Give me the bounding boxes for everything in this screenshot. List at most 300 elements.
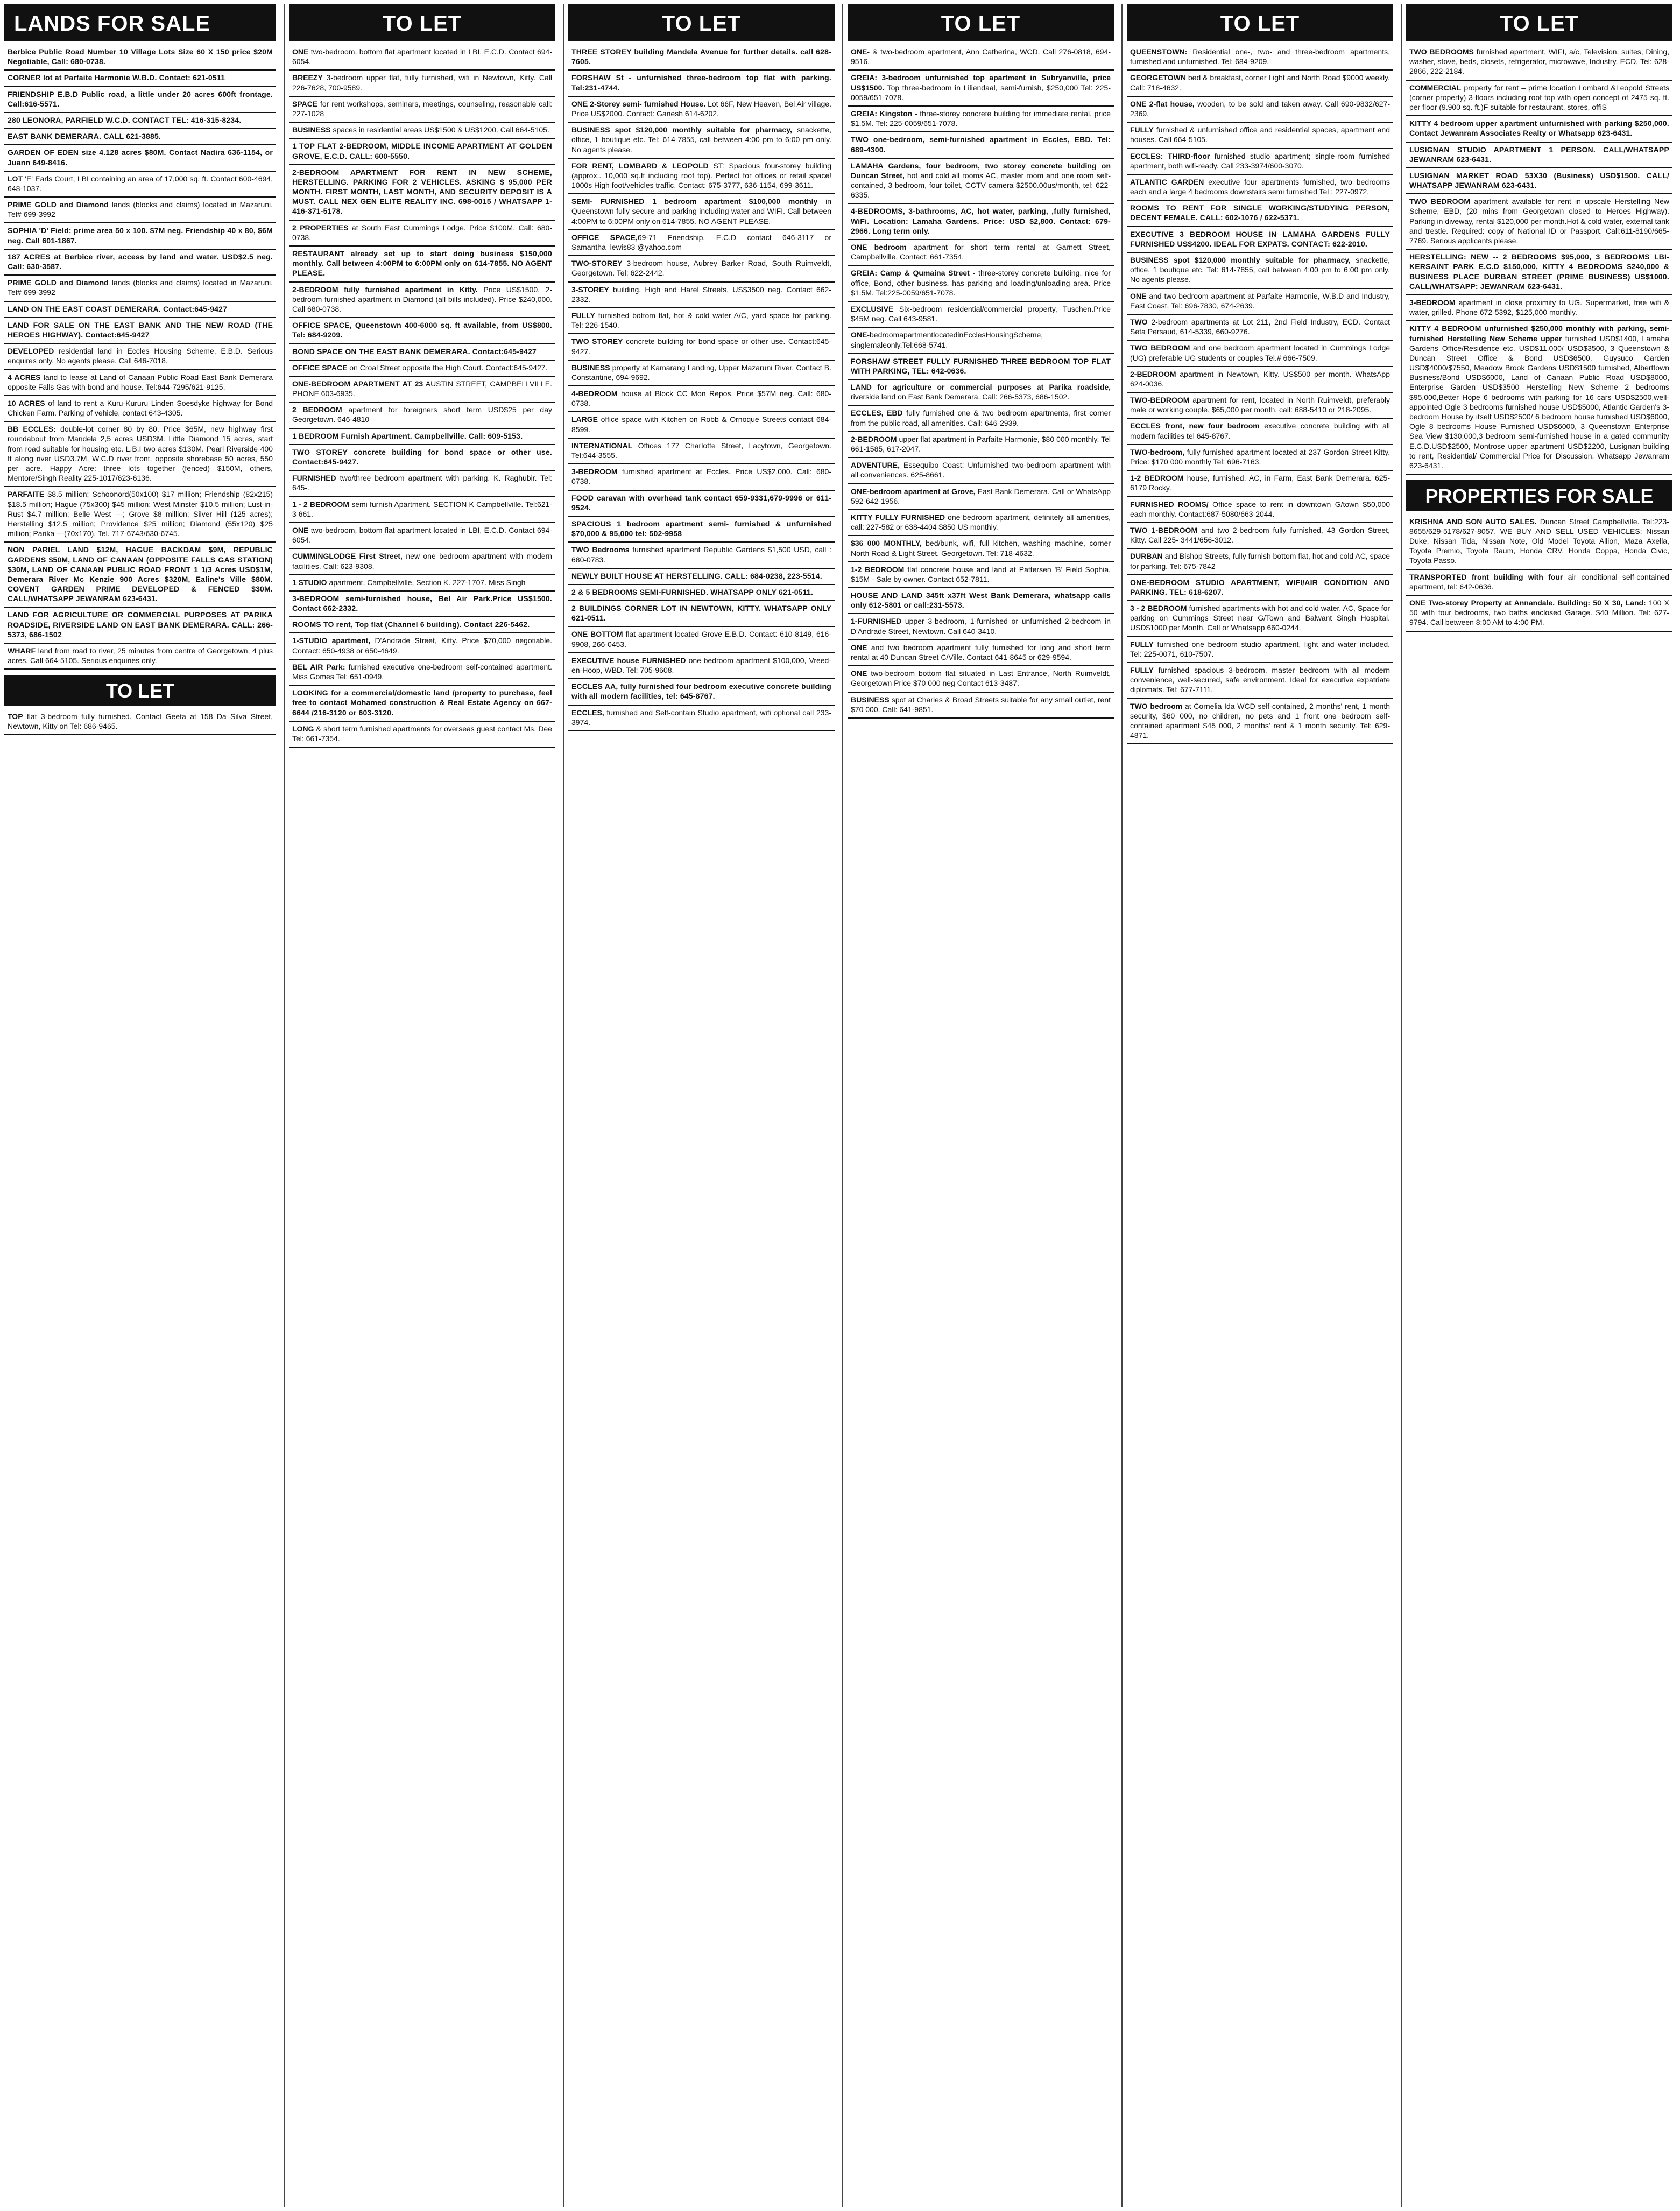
- classified-ad: [4, 644, 276, 670]
- ad-text: furnished executive one-bedroom self-contained apartment. Miss Gomes Tel: 651-0949.: [292, 662, 552, 681]
- classified-ad: [568, 464, 835, 490]
- ad-lead: ONE Two-storey Property at Annandale. Building: 50 X 30, Land:: [1409, 598, 1646, 608]
- ad-text: furnished apartment at Eccles. Price US$2,000. Call: 680-0738.: [571, 467, 831, 486]
- ad-lead: $36 000 MONTHLY,: [851, 539, 922, 548]
- ad-text: Office space to rent in downtown G/town $50,000 each monthly. Contact:687-5080/663-2044.: [1130, 499, 1390, 518]
- classified-ad: [568, 653, 835, 679]
- ad-text: Residential one-, two- and three-bedroom apartments, furnished and unfurnished. Tel: 684-9209.: [1130, 47, 1390, 66]
- ad-lead: SEMI- FURNISHED 1 bedroom apartment $100,000 monthly: [571, 197, 818, 206]
- ad-text: FOOD caravan with overhead tank contact 659-9331,679-9996 or 611-9524.: [571, 493, 831, 512]
- classified-ad: [568, 283, 835, 308]
- classified-ad: [1127, 637, 1393, 663]
- section-header: LANDS FOR SALE: [4, 4, 276, 41]
- ad-text: Top three-bedroom in Liliendaal, semi-furnish, $250,000 Tel: 225-0059/651-7078.: [851, 83, 1111, 102]
- classified-ad: [848, 536, 1114, 562]
- classified-ad: [568, 543, 835, 568]
- classified-ad: [1406, 168, 1672, 194]
- ad-list: [4, 45, 276, 2207]
- ad-lead: GREIA: 3-bedroom unfurnished top apartment in Subryanville, price US$1500.: [851, 73, 1111, 92]
- ad-text: furnished one bedroom studio apartment, light and water included. Tel: 225-0071, 610-7507.: [1130, 639, 1390, 658]
- ad-lead: 3-BEDROOM: [1409, 298, 1456, 307]
- ad-lead: 1 - 2 BEDROOM: [292, 499, 349, 509]
- ad-text: AUSTIN STREET, CAMPBELLVILLE. PHONE 603-6935.: [292, 379, 553, 398]
- ad-text: and two 2-bedroom fully furnished, 43 Gordon Street, Kitty. Call 225- 3441/656-3012.: [1130, 525, 1390, 545]
- ad-text: flat 3-bedroom fully furnished. Contact Geeta at 158 Da Silva Street, Newtown, Kitty on Tel: 686-9465.: [8, 712, 273, 731]
- ad-lead: 2-BEDROOM: [851, 434, 897, 443]
- classified-ad: [848, 484, 1114, 510]
- ad-lead: BUSINESS: [292, 125, 331, 135]
- classified-ad: [4, 250, 276, 276]
- classified-ad: [1127, 123, 1393, 149]
- ad-text: 2 & 5 BEDROOMS SEMI-FURNISHED. WHATSAPP ONLY 621-0511.: [571, 587, 814, 596]
- ad-text: East Bank Demerara. Call or WhatsApp 592-642-1956.: [851, 487, 1111, 505]
- ad-text: upper flat apartment in Parfaite Harmonie, $80 000 monthly. Tel 661-1585, 617-2047.: [851, 434, 1111, 453]
- ad-text: 69-71 Friendship, E.C.D contact 646-3117 or Samantha_lewis83 @yahoo.com: [571, 233, 831, 251]
- classified-ad: [289, 445, 555, 471]
- ad-text: executive four apartments furnished, two bedrooms each and a large 4 bedrooms downstairs semi furnished Tel : 227-0972.: [1130, 177, 1390, 196]
- ad-lead: OFFICE SPACE: [292, 363, 348, 372]
- classified-ad: [289, 497, 555, 523]
- ad-lead: FOR RENT, LOMBARD & LEOPOLD: [571, 161, 709, 170]
- classified-ad: [568, 230, 835, 256]
- ad-lead: ONE 2-flat house,: [1130, 99, 1195, 108]
- classified-ad: [4, 276, 276, 301]
- classified-ad: [848, 71, 1114, 107]
- classified-ad: [4, 396, 276, 422]
- ad-text: Lot 66F, New Heaven, Bel Air village. Price US$2000. Contact: Ganesh 614-6202.: [571, 99, 831, 118]
- ad-lead: TWO-STOREY: [571, 259, 623, 268]
- classified-ad: [568, 159, 835, 195]
- classified-ad: [848, 266, 1114, 302]
- ad-text: spaces in residential areas US$1500 & US$1200. Call 664-5105.: [330, 125, 549, 135]
- classified-ad: [568, 194, 835, 230]
- ad-text: THREE STOREY building Mandela Avenue for further details. call 628-7605.: [571, 47, 831, 66]
- classified-ad: [1406, 194, 1672, 250]
- ad-text: OFFICE SPACE, Queenstown 400-6000 sq. ft available, from US$800. Tel: 684-9209.: [292, 321, 552, 340]
- column-6: [1401, 4, 1672, 2207]
- ad-lead: 2 PROPERTIES: [292, 223, 349, 232]
- ad-lead: PARFAITE: [8, 490, 45, 499]
- ad-text: furnished apartment, WIFI, a/c, Television, suites, Dining, washer, stove, beds, closets, refrigerator, microwave, Industry, ECD, Tel: 628-2866, 222-2184.: [1409, 47, 1669, 76]
- ad-text: upper 3-bedroom, 1-furnished or unfurnished 2-bedroom in D'Andrade Street, Newtown. Call 640-3410.: [851, 617, 1111, 636]
- ad-text: on Croal Street opposite the High Court. Contact:645-9427.: [347, 363, 548, 372]
- ad-text: LUSIGNAN STUDIO APARTMENT 1 PERSON. CALL/WHATSAPP JEWANRAM 623-6431.: [1409, 145, 1669, 164]
- classified-ad: [289, 660, 555, 686]
- ad-lead: TOP: [8, 712, 23, 721]
- classified-ad: [289, 97, 555, 123]
- ad-text: one-bedroom apartment $100,000, Vreed-en-Hoop, WBD. Tel: 705-9608.: [571, 656, 831, 674]
- ad-text: Berbice Public Road Number 10 Village Lots Size 60 X 150 price $20M Negotiable, Call: 680-0738.: [8, 47, 273, 66]
- classified-ad: [848, 328, 1114, 354]
- classified-ad: [4, 223, 276, 249]
- ad-lead: ONE: [292, 47, 309, 56]
- ad-lead: TWO 1-BEDROOM: [1130, 525, 1198, 534]
- classified-ad: [568, 412, 835, 438]
- ad-list: [1406, 45, 1672, 2207]
- classified-ad: [1127, 663, 1393, 699]
- classified-ad: [4, 608, 276, 644]
- ad-lead: 1-STUDIO apartment,: [292, 636, 371, 645]
- ad-lead: 3-BEDROOM: [571, 467, 618, 476]
- ad-text: $8.5 million; Schoonord(50x100) $17 million; Friendship (82x215) $18.5 million; Hague (75x300) $45 million; West Minster $10.5 million; Lust-in-Rust $4.7 million; Belle West ---; Grove $8 million; Silver Hill (125 acres); Herstelling $12.5 million; Providence $25 million; Diamond (55x120) $25 million; Parika ---(70x170). Tel. 717-6743/630-6745.: [8, 490, 273, 538]
- ad-lead: 2 BEDROOM: [292, 405, 342, 414]
- ad-lead: KRISHNA AND SON AUTO SALES.: [1409, 517, 1537, 526]
- ad-lead: FURNISHED ROOMS/: [1130, 499, 1209, 509]
- ad-text: house, furnished, AC, in Farm, East Bank Demerara. 625-6179 Rocky.: [1130, 474, 1390, 492]
- ad-lead: TWO BEDROOM: [1130, 343, 1190, 353]
- classified-ad: [568, 361, 835, 386]
- classified-ad: [848, 458, 1114, 484]
- ad-text: apartment for foreigners short term USD$25 per day Georgetown. 646-4810: [292, 405, 552, 424]
- ad-lead: TRANSPORTED front building with four: [1409, 572, 1563, 581]
- ad-text: 100 X 50 with four bedrooms, two baths enclosed Garage. $40 Million. Tel: 627-9794. Call between 8:00 AM to 4:00 PM.: [1409, 598, 1670, 627]
- ad-list: [568, 45, 835, 2207]
- classified-ad: [568, 334, 835, 360]
- classified-ad: [848, 406, 1114, 432]
- classified-ad: [1127, 575, 1393, 601]
- ad-text: RESTAURANT already set up to start doing business $150,000 monthly. Call between 4:00PM to 6:00PM only on 614-7855. NO AGENT PLEASE.: [292, 249, 552, 278]
- classified-ad: [848, 614, 1114, 640]
- ad-text: double-lot corner 80 by 80. Price $65M, new highway first roundabout from Mandela 2,5 acres USD3M. Little Diamond 15 acres, start from road suitable for housing etc. L.B.I two acres $130M. Pearl Riverside 400 ft along river USD3.7M, W.C.D river front, opposite shorebase 50 acres, 550 per acre. Happy Acre: three lots together (fenced) $150M, others, Mentore/Singh Reality 225-1017/623-6136.: [8, 425, 273, 483]
- ad-text: 2-bedroom apartments at Lot 211, 2nd Field Industry, ECD. Contact Seta Persaud, 614-5339, 660-9276.: [1130, 317, 1390, 336]
- ad-text: furnished apartment Republic Gardens $1,500 USD, call : 680-0783.: [571, 545, 831, 564]
- ad-text: HOUSE AND LAND 345ft x37ft West Bank Demerara, whatsapp calls only 612-5801 or call:231-5573.: [851, 591, 1111, 610]
- classified-ad: [289, 139, 555, 165]
- ad-text: 280 LEONORA, PARFIELD W.C.D. CONTACT TEL: 416-315-8234.: [8, 115, 242, 124]
- ad-lead: 4-BEDROOM: [571, 389, 618, 398]
- ad-lead: ECCLES front, new four bedroom: [1130, 421, 1260, 431]
- ad-lead: PRIME GOLD and Diamond: [8, 278, 109, 287]
- column-1: [4, 4, 276, 2207]
- classified-ad: [848, 562, 1114, 588]
- ad-text: house at Block CC Mon Repos. Price $57M neg. Call: 680-0738.: [571, 389, 831, 408]
- classified-ad: [568, 569, 835, 585]
- ad-lead: TWO BEDROOMS: [1409, 47, 1474, 56]
- ad-text: & short term furnished apartments for overseas guest contact Ms. Dee Tel: 661-7354.: [292, 724, 552, 743]
- ad-lead: ONE: [292, 525, 309, 534]
- ad-text: snackette, office, 1 boutique etc. Tel: 614-7855, call between 4:00 pm to 6:00 pm only. No agents please.: [1130, 256, 1390, 284]
- ad-lead: ONE-: [851, 47, 870, 56]
- ad-text: furnished USD$1400, Lamaha Gardens Office/Residence etc. USD$11,000/ USD$3500, 3 Queenstown & Duncan Street Office & Bond USD$6500, Guysuco Garden USD$4000/$7550, Meadow Brook Gardens USD$1500 furnished, Alberttown Business/Bond USD$6000, Land of Canaan Public Road USD$8000, Enterprise Garden USD$3500 Herstelling New Scheme 2 bedrooms $95,000,Better Hope 6 bedrooms with parking for 16 cars USD$2500,well-appointed Ogle 3 bedrooms furnished house USD$5000, Atlantic Garden's 3-bedroom House by itself USD$2500/ 6 bedroom house furnished USD$6000, Ogle 8 bedrooms House Furnished USD$6000, 3 Queenstown Enterprise Sea View $130,000,3 bedroom semi-furnished house in a gated community E.C.D.USD$2500, Montrose upper apartment USD$2200, Lusignan building to rent, Residential/ Commercial Price for Discussion. Whatsapp Jewanram 623-6431.: [1409, 334, 1670, 470]
- ad-lead: LAND for agriculture or commercial purposes at Parika roadside,: [851, 383, 1111, 392]
- ad-text: new one bedroom apartment with modern facilities. Call: 623-9308.: [292, 552, 552, 571]
- classified-ad: [4, 113, 276, 129]
- ad-text: apartment available for rent in upscale Herstelling New Scheme, EBD, (20 mins from Georgetown closed to Heroes Highway). Parking in diveway, rental $120,000 per month.Hot & cold water, external tank and trestle. Required: copy of National ID or Passport. Call:611-8190/665-7769. Serious applicants please.: [1409, 197, 1670, 245]
- ad-lead: KITTY 4 BEDROOM unfurnished $250,000 monthly with parking, semi-furnished Herstelling New Scheme upper: [1409, 324, 1669, 343]
- classified-ad: [1127, 253, 1393, 289]
- ad-text: 3-bedroom house, Aubrey Barker Road, South Ruimveldt, Georgetown. Tel: 622-2442.: [571, 259, 831, 278]
- classified-ad: [1406, 250, 1672, 295]
- classified-ad: [848, 159, 1114, 205]
- ad-text: two-bedroom bottom flat situated in Last Entrance, North Ruimveldt, Georgetown Price $70 000 neg Contact 613-3487.: [851, 669, 1111, 688]
- ad-lead: ADVENTURE,: [851, 461, 900, 470]
- ad-text: LOOKING for a commercial/domestic land /property to purchase, feel free to contact Mohamed construction & Real Estate Agency on 667-6644 /216-3120 or 603-3120.: [292, 688, 552, 717]
- classified-ad: [289, 633, 555, 659]
- section-subheader: PROPERTIES FOR SALE: [1406, 480, 1672, 511]
- ad-text: 'E' Earls Court, LBI containing an area of 17,000 sq. ft. Contact 600-4694, 648-1037.: [8, 174, 273, 193]
- classified-ad: [568, 308, 835, 334]
- ad-text: air conditional self-contained apartment, tel: 642-0636.: [1409, 572, 1669, 591]
- ad-text: ONE-BEDROOM STUDIO APARTMENT, WIFI/AIR CONDITION AND PARKING. TEL: 618-6207.: [1130, 578, 1390, 596]
- classified-ad: [848, 132, 1114, 158]
- classified-ad: [1406, 570, 1672, 596]
- classified-ad: [4, 422, 276, 487]
- ad-text: executive concrete building with all modern facilities tel 645-8767.: [1130, 421, 1390, 440]
- ad-text: NON PARIEL LAND $12M, HAGUE BACKDAM $9M, REPUBLIC GARDENS $50M, LAND OF CANAAN (OPPOSITE FALLS GAS STATION) $30M, LAND OF CANAAN PUBLIC ROAD FRONT 1 1/3 Acres USD$1M, Demerara River Mc Kenzie 900 Acres $320M, Ealine's Ville $80M. COVENT GARDEN PRIME DEVELOPED & FENCED $30M. CALL/WHATSAPP JEWANRAM 623-6431.: [8, 545, 273, 603]
- ad-text: Six-bedroom residential/commercial property, Tuschen.Price $45M neg. Call 643-9581.: [851, 304, 1111, 323]
- ad-lead: LOT: [8, 174, 23, 183]
- classified-ad: [4, 45, 276, 71]
- classified-ad: [1127, 699, 1393, 745]
- ad-text: concrete building for bond space or other use. Contact:645-9427.: [571, 337, 831, 356]
- ad-list: [1127, 45, 1393, 2207]
- ad-lead: 2-BEDROOM: [1130, 369, 1176, 378]
- ad-lead: ONE: [851, 643, 867, 652]
- classified-ad: [1127, 227, 1393, 253]
- ad-lead: DEVELOPED: [8, 347, 54, 356]
- ad-text: and one bedroom apartment located in Cummings Lodge (UG) preferable UG students or couples Tel.# 666-7509.: [1130, 343, 1390, 362]
- classified-ad: [848, 107, 1114, 132]
- classified-ad: [1406, 45, 1672, 81]
- classified-ad: [568, 97, 835, 123]
- ad-lead: ECCLES: THIRD-floor: [1130, 151, 1210, 160]
- ad-text: D'Andrade Street, Kitty. Price $70,000 negotiable. Contact: 650-4938 or 650-4649.: [292, 636, 552, 655]
- ad-lead: ONE: [1130, 291, 1147, 300]
- ad-lead: BUSINESS: [571, 363, 610, 372]
- ad-text: lands (blocks and claims) located in Mazaruni. Tel# 699-3992: [8, 200, 273, 219]
- ad-lead: BB ECCLES:: [8, 425, 56, 434]
- ad-text: EXECUTIVE 3 BEDROOM HOUSE IN LAMAHA GARDENS FULLY FURNISHED US$4200. IDEAL FOR EXPATS. CONTACT: 622-2010.: [1130, 229, 1390, 248]
- ad-lead: ONE bedroom: [851, 243, 907, 251]
- classified-ad: [289, 71, 555, 96]
- ad-text: LAND FOR AGRICULTURE OR COMMERCIAL PURPOSES AT PARIKA ROADSIDE, RIVERSIDE LAND ON EAST BANK DEMERARA. CALL: 266-5373, 686-1502: [8, 610, 273, 639]
- ad-text: apartment for rent, located in North Ruimveldt, preferably male or working couple. $65,000 per month, call: 688-5410 or 218-2095.: [1130, 396, 1390, 414]
- classified-ad: [4, 129, 276, 145]
- ad-text: 2-BEDROOM APARTMENT FOR RENT IN NEW SCHEME, HERSTELLING. PARKING FOR 2 VEHICLES. ASKING $ 95,000 PER MONTH. FIRST MONTH, LAST MONTH, AND SECURITY DEPOSIT IS A MUST. CALL NEX GEN ELITE REALITY INC. 698-0015 / WHATSAPP 1-416-371-5178.: [292, 167, 552, 216]
- ad-text: and Bishop Streets, fully furnish bottom flat, hot and cold AC, space for parking. Tel: 675-7842: [1130, 552, 1390, 571]
- classified-ad: [289, 722, 555, 748]
- ad-text: at Cornelia Ida WCD self-contained, 2 months' rent, 1 month security, $60 000, no children, no pets and 1 front one bedroom self-contained apartment $45 000, 2 months' rent & 1 month security. Tel: 629-4871.: [1130, 701, 1390, 740]
- ad-lead: BUSINESS spot $120,000 monthly suitable for pharmacy,: [1130, 256, 1351, 264]
- ad-text: property for rent – prime location Lombard &Leopold Streets (corner property) 3-floors including roof top with open concept of 2475 sq. ft. per floor (9.900 sq. ft.)F suitable for restaurant, stores, offiS: [1409, 83, 1669, 111]
- ad-text: FORSHAW St - unfurnished three-bedroom top flat with parking. Tel:231-4744.: [571, 73, 831, 92]
- ad-lead: SPACE: [292, 99, 318, 108]
- classified-ad: [568, 386, 835, 412]
- ad-text: two/three bedroom apartment with parking. K. Raghubir. Tel: 645-.: [292, 474, 552, 492]
- classified-ad: [4, 302, 276, 318]
- ad-text: 1 TOP FLAT 2-BEDROOM, MIDDLE INCOME APARTMENT AT GOLDEN GROVE, E.C.D. CALL: 600-5550.: [292, 142, 552, 160]
- ad-text: Duncan Street Campbellville. Tel:223-8655/629-5178/627-8057. WE BUY AND SELL USED VEHICLES: Nissan Duke, Nissan Tida, Nissan Note, Old Model Toyota Allion, Maza Axella, Toyota Premio, Toyota Raum, Honda CRV, Honda Coppa, Honda Civic, Toyota Passo.: [1409, 517, 1669, 565]
- ad-text: LAND FOR SALE ON THE EAST BANK AND THE NEW ROAD (THE HEROES HIGHWAY). Contact:645-9427: [8, 320, 273, 339]
- classified-ad: [1127, 315, 1393, 341]
- ad-lead: ONE 2-Storey semi- furnished House.: [571, 99, 706, 108]
- ad-lead: ATLANTIC GARDEN: [1130, 177, 1204, 186]
- ad-lead: ONE BOTTOM: [571, 630, 623, 639]
- ad-lead: TWO-bedroom,: [1130, 447, 1185, 456]
- classified-ad: [568, 679, 835, 705]
- ad-text: bed/bunk, wifi, full kitchen, washing machine, corner North Road & Light Street, Georgetown. Tel: 718-4632.: [851, 539, 1111, 558]
- ad-lead: LONG: [292, 724, 314, 733]
- ad-lead: GREIA: Kingston: [851, 109, 913, 118]
- ad-text: furnished spacious 3-bedroom, master bedroom with all modern convenience, well-secured, safe environment. Ideal for executive expatriate diplomats. Tel: 677-7111.: [1130, 666, 1390, 694]
- ad-lead: TWO-BEDROOM: [1130, 396, 1190, 405]
- ad-lead: WHARF: [8, 646, 36, 655]
- classified-ad: [1127, 45, 1393, 71]
- classified-ad: [568, 517, 835, 543]
- ad-lead: EXCLUSIVE: [851, 304, 894, 313]
- classified-ad: [289, 523, 555, 549]
- classified-ad: [1406, 81, 1672, 117]
- classified-ad: [289, 686, 555, 722]
- ad-text: furnished bottom flat, hot & cold water A/C, yard space for parking. Tel: 226-1540.: [571, 311, 831, 330]
- ad-text: KITTY 4 bedroom upper apartment unfurnished with parking $250,000. Contact Jewanram Associates Realty or Whatsapp 623-6431.: [1409, 119, 1669, 138]
- ad-text: spot at Charles & Broad Streets suitable for any small outlet, rent $70 000. Call: 641-9851.: [851, 695, 1111, 714]
- classified-ad: [289, 123, 555, 139]
- classified-ad: [289, 429, 555, 445]
- column-2: [284, 4, 555, 2207]
- classified-ad: [568, 601, 835, 627]
- ad-text: land from road to river, 25 minutes from centre of Georgetown, 4 plus acres. Call 664-5105. Serious enquiries only.: [8, 646, 273, 665]
- classifieds-page: [4, 4, 1676, 2207]
- column-3: [563, 4, 835, 2207]
- classified-ad: [1127, 549, 1393, 575]
- ad-lead: CUMMINGLODGE First Street,: [292, 552, 403, 561]
- classified-ad: [4, 344, 276, 370]
- ad-text: GARDEN OF EDEN size 4.128 acres $80M. Contact Nadira 636-1154, or Juann 649-8416.: [8, 148, 273, 167]
- classified-ad: [289, 318, 555, 344]
- ad-text: TWO one-bedroom, semi-furnished apartment in Eccles, EBD. Tel: 689-4300.: [851, 135, 1111, 154]
- classified-ad: [568, 706, 835, 731]
- ad-text: fully furnished apartment located at 237 Gordon Street Kitty. Price: $170 000 monthly Tel: 696-7163.: [1130, 447, 1390, 466]
- ad-text: ECCLES AA, fully furnished four bedroom executive concrete building with all modern facilities, tel: 645-8767.: [571, 682, 831, 701]
- classified-ad: [848, 693, 1114, 719]
- ad-lead: GEORGETOWN: [1130, 73, 1186, 82]
- classified-ad: [289, 471, 555, 497]
- ad-lead: ONE-BEDROOM APARTMENT AT 23: [292, 379, 423, 388]
- classified-ad: [1127, 471, 1393, 497]
- section-header: TO LET: [848, 4, 1114, 41]
- ad-lead: 3-STOREY: [571, 285, 609, 294]
- ad-text: flat concrete house and land at Pattersen 'B' Field Sophia, $15M - Sale by owner. Contact 652-7811.: [851, 565, 1111, 583]
- classified-ad: [1127, 601, 1393, 637]
- classified-ad: [1127, 97, 1393, 123]
- classified-ad: [848, 510, 1114, 536]
- classified-ad: [1406, 596, 1672, 632]
- ad-text: SPACIOUS 1 bedroom apartment semi- furnished & unfurnished $70,000 & 95,000 tel: 502-9958: [571, 519, 831, 538]
- ad-lead: 1-FURNISHED: [851, 617, 902, 626]
- classified-ad: [4, 543, 276, 608]
- ad-lead: INTERNATIONAL: [571, 441, 633, 450]
- ad-text: apartment in Newtown, Kitty. US$500 per month. WhatsApp 624-0036.: [1130, 369, 1390, 388]
- classified-ad: [1127, 523, 1393, 549]
- classified-ad: [4, 172, 276, 198]
- ad-text: residential land in Eccles Housing Scheme, E.B.D. Serious enquires only. No agents please. Call 646-7018.: [8, 347, 273, 365]
- classified-ad: [568, 71, 835, 96]
- ad-text: fully furnished one & two bedroom apartments, first corner from the public road, all amenities. Call: 646-2939.: [851, 409, 1111, 427]
- classified-ad: [1127, 289, 1393, 315]
- ad-text: 4-BEDROOMS, 3-bathrooms, AC, hot water, parking, ,fully furnished, WiFi. Location: Lamaha Gardens. Price: USD $2,800. Contact: 679-2966. Long term only.: [851, 207, 1111, 235]
- section-header: TO LET: [1406, 4, 1672, 41]
- classified-ad: [1127, 71, 1393, 96]
- classified-ad: [568, 627, 835, 653]
- ad-text: 1 BEDROOM Furnish Apartment. Campbellville. Call: 609-5153.: [292, 431, 523, 440]
- ad-text: 187 ACRES at Berbice river, access by land and water. USD$2.5 neg. Call: 630-3587.: [8, 252, 273, 271]
- classified-ad: [289, 377, 555, 403]
- classified-ad: [289, 549, 555, 575]
- classified-ad: [1127, 149, 1393, 175]
- ad-lead: LARGE: [571, 415, 598, 424]
- ad-lead: ECCLES, EBD: [851, 409, 903, 418]
- classified-ad: [848, 432, 1114, 458]
- ad-lead: BREEZY: [292, 73, 323, 82]
- ad-list: [289, 45, 555, 2207]
- classified-ad: [1406, 321, 1672, 475]
- ad-lead: 4 ACRES: [8, 372, 41, 382]
- ad-text: hot and cold all rooms AC, master room and one room self-contained, 3 bedroom, four toilet, CCTV camera $2500.00us/month, tel: 622-6335.: [851, 171, 1111, 200]
- ad-lead: BUSINESS: [851, 695, 890, 704]
- ad-lead: ONE-bedroom apartment at Grove,: [851, 487, 976, 496]
- ad-lead: 1 STUDIO: [292, 578, 327, 587]
- ad-text: LAND ON THE EAST COAST DEMERARA. Contact:645-9427: [8, 304, 228, 313]
- classified-ad: [848, 380, 1114, 406]
- classified-ad: [289, 221, 555, 247]
- ad-text: furnished studio apartment; single-room furnished apartment, both wifi-ready. Call 233-3974/600-3070.: [1130, 151, 1390, 170]
- ad-text: 2 BUILDINGS CORNER LOT IN NEWTOWN, KITTY. WHATSAPP ONLY 621-0511.: [571, 604, 831, 623]
- classified-ad: [1127, 393, 1393, 419]
- ad-text: NEWLY BUILT HOUSE AT HERSTELLING. CALL: 684-0238, 223-5514.: [571, 571, 822, 580]
- classified-ad: [4, 487, 276, 543]
- classified-ad: [1127, 497, 1393, 523]
- ad-lead: GREIA: Camp & Qumaina Street: [851, 269, 970, 278]
- ad-lead: ECCLES,: [571, 708, 604, 717]
- ad-lead: BUSINESS spot $120,000 monthly suitable for pharmacy,: [571, 125, 792, 135]
- ad-text: apartment for short term rental at Garnett Street, Campbellville. Contact: 661-7354.: [851, 243, 1111, 262]
- classified-ad: [289, 575, 555, 592]
- classified-ad: [568, 491, 835, 517]
- classified-ad: [848, 666, 1114, 692]
- classified-ad: [289, 165, 555, 221]
- classified-ad: [1406, 515, 1672, 570]
- ad-text: furnished and Self-contain Studio apartment, wifi optional call 233-3974.: [571, 708, 831, 727]
- ad-text: apartment, Campbellville, Section K. 227-1707. Miss Singh: [327, 578, 526, 587]
- ad-text: and two bedroom apartment at Parfaite Harmonie, W.B.D and Industry, East Coast. Tel: 696-7830, 674-2639.: [1130, 291, 1390, 310]
- ad-lead: FULLY: [1130, 639, 1154, 649]
- ad-text: semi furnish Apartment. SECTION K Campbellville. Tel:621-3 661.: [292, 499, 552, 518]
- ad-text: apartment in close proximity to UG. Supermarket, free wifi & water, grilled. Phone 672-5392, $125,000 monthly.: [1409, 298, 1669, 317]
- ad-text: - three-storey concrete building for immediate rental, price $1.5M. Tel: 225-0059/651-7078.: [851, 109, 1111, 128]
- ad-text: property at Kamarang Landing, Upper Mazaruni River. Contact B. Constantine, 694-9692.: [571, 363, 831, 382]
- ad-lead: KITTY FULLY FURNISHED: [851, 512, 945, 522]
- ad-lead: COMMERCIAL: [1409, 83, 1462, 92]
- ad-text: of land to rent a Kuru-Kururu Linden Soesdyke highway for Bond Chicken Farm. Parking of vehicle, contact 643-4305.: [8, 398, 273, 418]
- ad-text: bedroomapartmentlocatedinEcclesHousingScheme, singlemaleonly.Tel:668-5741.: [851, 330, 1043, 349]
- classified-ad: [848, 302, 1114, 328]
- ad-lead: 3 - 2 BEDROOM: [1130, 604, 1187, 613]
- classified-ad: [289, 247, 555, 283]
- ad-text: at South East Cummings Lodge. Price $100M. Call: 680-0738.: [292, 223, 552, 242]
- ad-lead: FULLY: [1130, 125, 1154, 135]
- classified-ad: [4, 87, 276, 113]
- classified-ad: [289, 283, 555, 319]
- ad-lead: 1-2 BEDROOM: [851, 565, 905, 574]
- ad-lead: ONE: [851, 669, 867, 678]
- ad-text: TWO STOREY concrete building for bond space or other use. Contact:645-9427.: [292, 447, 552, 466]
- ad-text: FRIENDSHIP E.B.D Public road, a little under 20 acres 600ft frontage. Call:616-5571.: [8, 89, 273, 108]
- ad-lead: EXECUTIVE house FURNISHED: [571, 656, 686, 665]
- classified-ad: [1127, 445, 1393, 471]
- classified-ad: [568, 123, 835, 159]
- ad-text: snackette, office, 1 boutique etc. Tel: 614-7855, call between 4:00 pm to 6:00 pm only. No agents please.: [571, 125, 832, 154]
